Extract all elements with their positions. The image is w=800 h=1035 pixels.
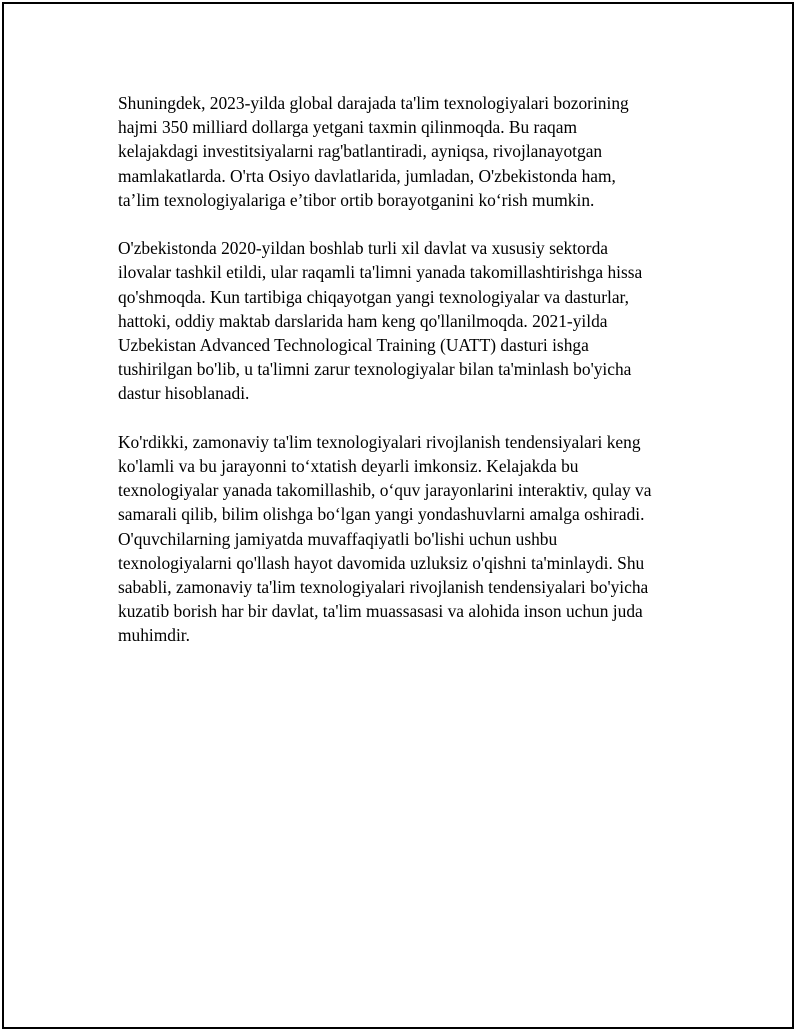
paragraph-uzbekistan-initiatives: O'zbekistonda 2020-yildan boshlab turli xil davlat va xususiy sektorda ilovalar tashkil etildi, ular raqamli ta'limni yanada takomillashtirishga hissa qo'shmoqda. Kun tartibiga chiqayotgan yangi texnologiyalar va dasturlar, hattoki, oddiy maktab darslarida ham keng qo'llanilmoqda. 2021-yilda Uzbekistan Advanced Technological Training (UATT) dasturi ishga tushirilgan bo'lib, u ta'limni zarur texnologiyalar bilan ta'minlash bo'yicha dastur hisoblanadi. bbox=[118, 238, 643, 404]
paragraph-market-size: Shuningdek, 2023-yilda global darajada ta'lim texnologiyalari bozorining hajmi 350 milliard dollarga yetgani taxmin qilinmoqda. Bu raqam kelajakdagi investitsiyalarni rag'batlantiradi, ayniqsa, rivojlanayotgan mamlakatlarda. O'rta Osiyo davlatlarida, jumladan, O'zbekistonda ham, ta’lim texnologiyalariga e’tibor ortib borayotganini ko‘rish mumkin. bbox=[118, 93, 629, 210]
paragraph-conclusion: Ko'rdikki, zamonaviy ta'lim texnologiyalari rivojlanish tendensiyalari keng ko'lamli va bu jarayonni to‘xtatish deyarli imkonsiz. Kelajakda bu texnologiyalar yanada takomillashib, o‘quv jarayonlarini interaktiv, qulay va samarali qilib, bilim olishga bo‘lgan yangi yondashuvlarni amalga oshiradi. O'quvchilarning jamiyatda muvaffaqiyatli bo'lishi uchun ushbu texnologiyalarni qo'llash hayot davomida uzluksiz o'qishni ta'minlaydi. Shu sababli, zamonaviy ta'lim texnologiyalari rivojlanish tendensiyalari bo'yicha kuzatib borish har bir davlat, ta'lim muassasasi va alohida inson uchun juda muhimdir. bbox=[118, 431, 652, 646]
document-body bbox=[118, 91, 698, 672]
